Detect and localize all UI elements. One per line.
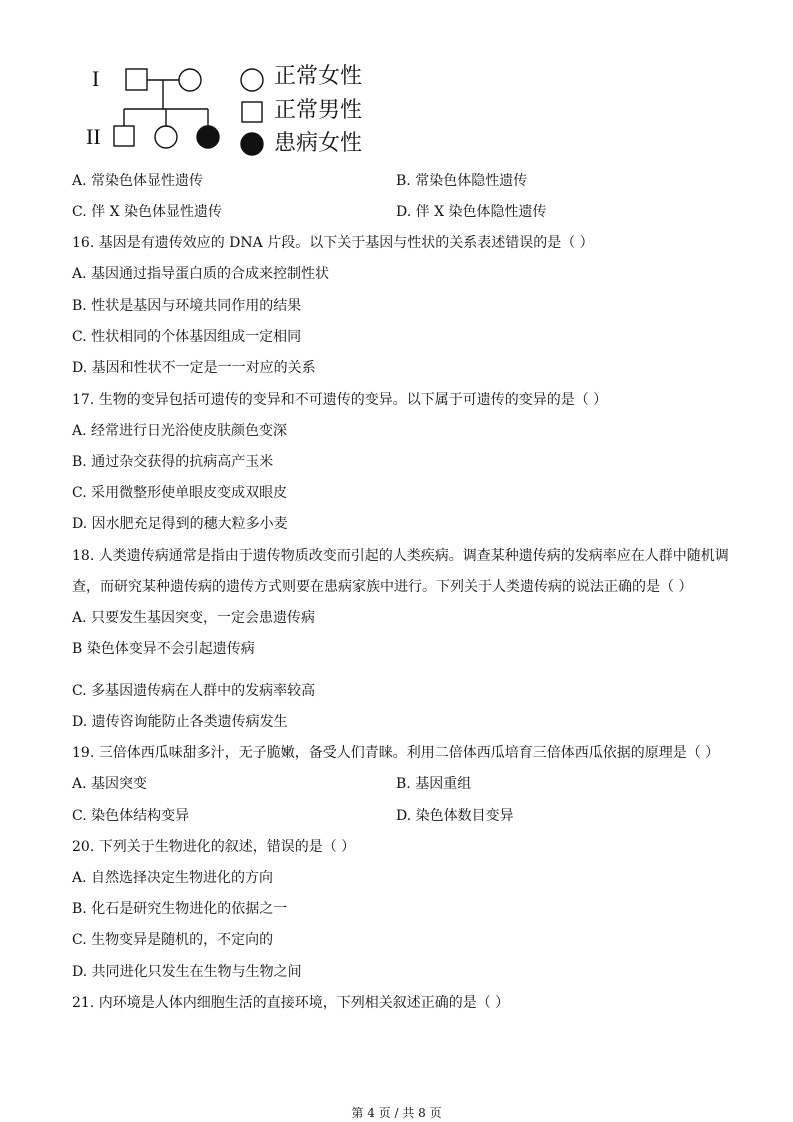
q16-stem: 16. 基因是有遗传效应的 DNA 片段。以下关于基因与性状的关系表述错误的是（ ） xyxy=(72,235,594,251)
q19-stem: 19. 三倍体西瓜味甜多汁，无子脆嫩，备受人们青睐。利用二倍体西瓜培育三倍体西瓜依据的原理是（ ） xyxy=(72,745,720,761)
legend-open-circle xyxy=(241,69,263,91)
q20-option-d: D. 共同进化只发生在生物与生物之间 xyxy=(72,964,302,980)
pedigree-diagram xyxy=(80,56,400,166)
legend-label-normal-male: 正常男性 xyxy=(274,98,363,123)
gen2-female-normal xyxy=(155,126,177,148)
q15-option-a: A. 常染色体显性遗传 xyxy=(72,173,204,189)
q20-option-b: B. 化石是研究生物进化的依据之一 xyxy=(72,901,288,917)
q20-stem: 20. 下列关于生物进化的叙述，错误的是（ ） xyxy=(72,839,356,855)
generation-label-1: I xyxy=(92,66,100,91)
q15-option-b: B. 常染色体隐性遗传 xyxy=(396,173,528,189)
gen2-male xyxy=(114,126,134,146)
q20-option-c: C. 生物变异是随机的，不定向的 xyxy=(72,932,274,948)
gen2-female-affected xyxy=(197,126,219,148)
q18-stem-line1: 18. 人类遗传病通常是指由于遗传物质改变而引起的人类疾病。调查某种遗传病的发病率应在人群中随机调 xyxy=(72,548,729,564)
legend-open-square xyxy=(242,102,262,122)
q15-option-c: C. 伴 X 染色体显性遗传 xyxy=(72,204,222,220)
q18-option-b: B 染色体变异不会引起遗传病 xyxy=(72,641,255,657)
q20-option-a: A. 自然选择决定生物进化的方向 xyxy=(72,870,274,886)
gen1-male xyxy=(126,69,147,90)
q16-option-a: A. 基因通过指导蛋白质的合成来控制性状 xyxy=(72,266,330,282)
q19-option-a: A. 基因突变 xyxy=(72,776,148,792)
q17-option-a: A. 经常进行日光浴使皮肤颜色变深 xyxy=(72,423,288,439)
gen1-female xyxy=(179,69,201,91)
q16-option-d: D. 基因和性状不一定是一一对应的关系 xyxy=(72,360,316,376)
q17-option-c: C. 采用微整形使单眼皮变成双眼皮 xyxy=(72,485,288,501)
q18-option-c: C. 多基因遗传病在人群中的发病率较高 xyxy=(72,683,316,699)
q16-option-c: C. 性状相同的个体基因组成一定相同 xyxy=(72,329,302,345)
q19-option-b: B. 基因重组 xyxy=(396,776,472,792)
q18-stem-line2: 查，而研究某种遗传病的遗传方式则要在患病家族中进行。下列关于人类遗传病的说法正确的是（ ） xyxy=(72,579,693,595)
q17-option-d: D. 因水肥充足得到的穗大粒多小麦 xyxy=(72,516,288,532)
q21-stem: 21. 内环境是人体内细胞生活的直接环境，下列相关叙述正确的是（ ） xyxy=(72,995,510,1011)
q18-option-a: A. 只要发生基因突变，一定会患遗传病 xyxy=(72,610,316,626)
q16-option-b: B. 性状是基因与环境共同作用的结果 xyxy=(72,298,302,314)
page-footer: 第 4 页 / 共 8 页 xyxy=(351,1106,442,1120)
q18-option-d: D. 遗传咨询能防止各类遗传病发生 xyxy=(72,714,288,730)
legend-filled-circle xyxy=(241,133,263,155)
generation-label-2: II xyxy=(86,124,101,149)
q17-stem: 17. 生物的变异包括可遗传的变异和不可遗传的变异。以下属于可遗传的变异的是（ ） xyxy=(72,392,608,408)
q17-option-b: B. 通过杂交获得的抗病高产玉米 xyxy=(72,454,274,470)
q19-option-d: D. 染色体数目变异 xyxy=(396,808,514,824)
legend-label-normal-female: 正常女性 xyxy=(274,64,363,89)
legend-label-affected-female: 患病女性 xyxy=(274,131,363,156)
q15-option-d: D. 伴 X 染色体隐性遗传 xyxy=(396,204,547,220)
q19-option-c: C. 染色体结构变异 xyxy=(72,808,190,824)
